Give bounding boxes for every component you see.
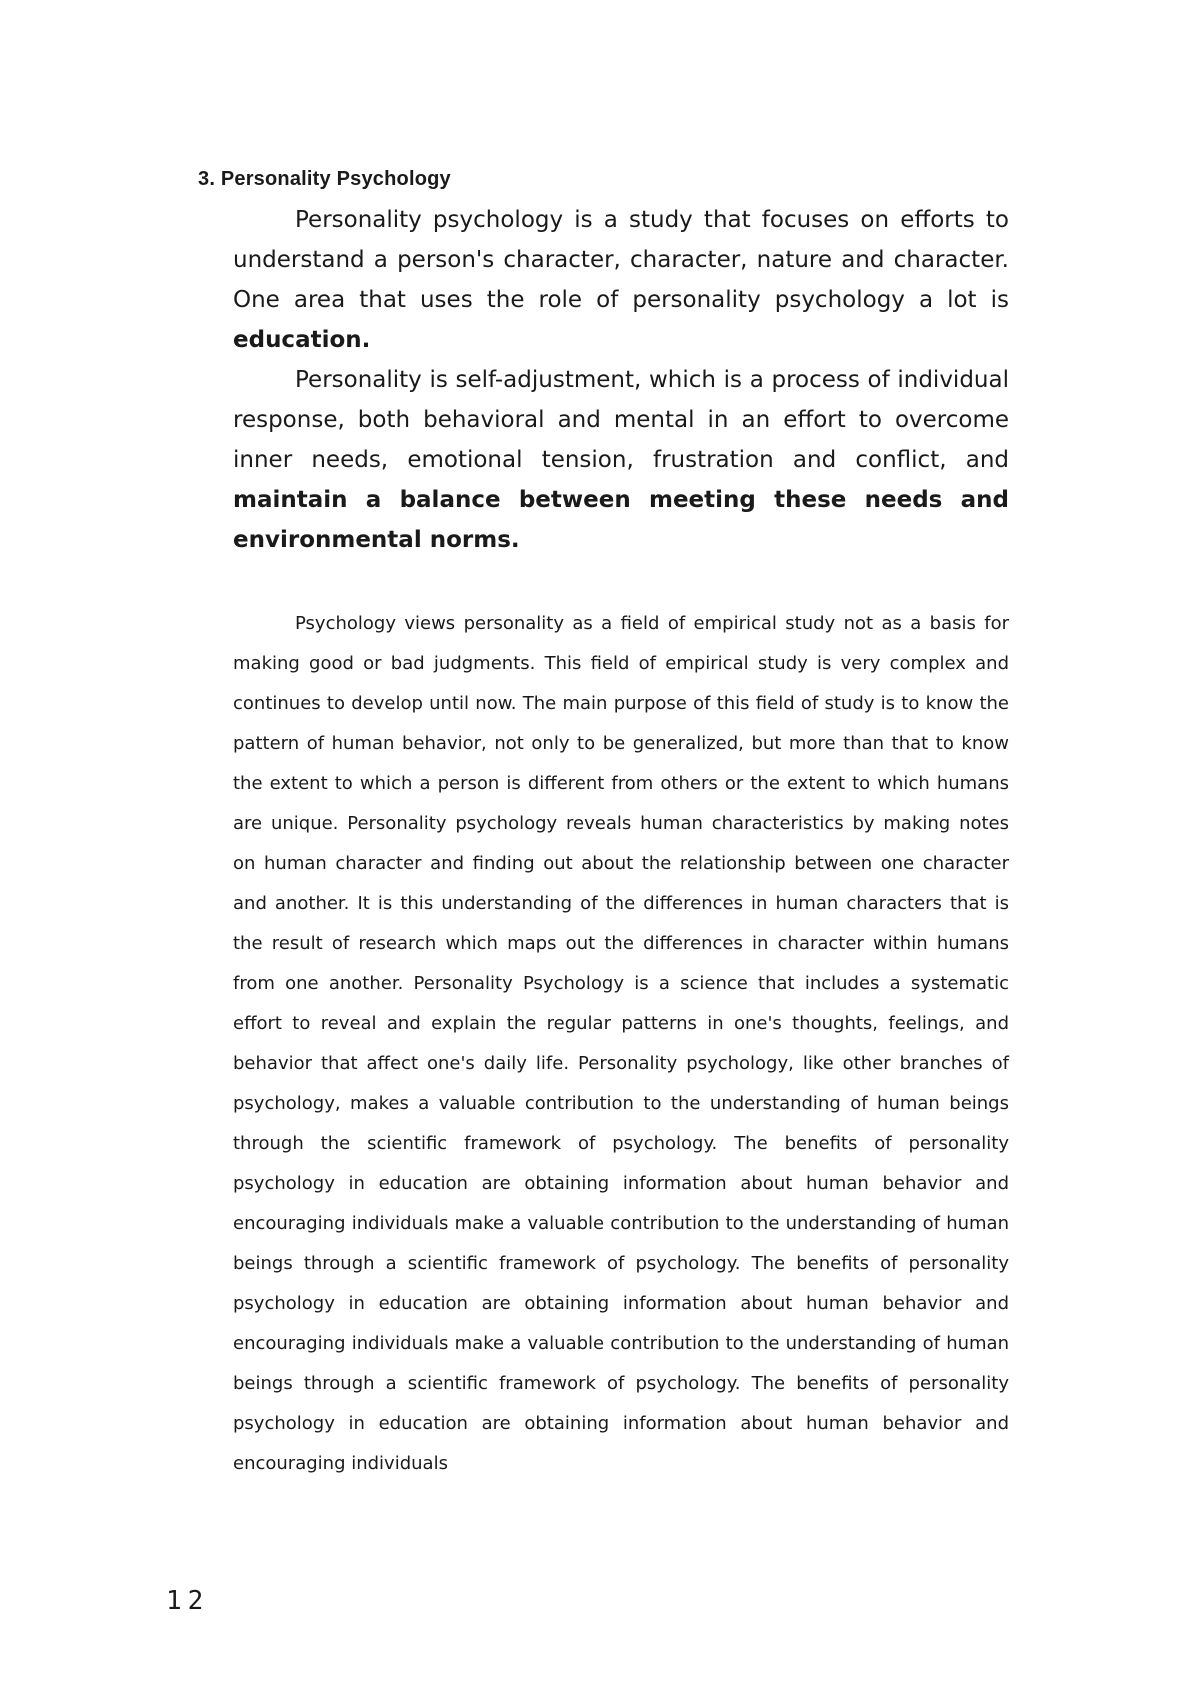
paragraph-1-text: Personality psychology is a study that focuses on efforts to understand a person's character, character, nature and character. One area that uses the role of personality psychology a lot is [233,207,1009,313]
paragraph-2-text: Personality is self-adjustment, which is a process of individual response, both behavioral and mental in an effort to overcome inner needs, emotional tension, frustration and conflict, and [233,367,1009,473]
paragraph-1 [233,200,1009,360]
section-heading: 3. Personality Psychology [198,168,451,190]
paragraph-2-bold: maintain a balance between meeting these needs and environmental norms. [233,487,1009,553]
intro-section [233,200,1009,560]
body-section [233,604,1009,1484]
paragraph-3: Psychology views personality as a field of empirical study not as a basis for making good or bad judgments. This field of empirical study is very complex and continues to develop until now. The main purpose of this field of study is to know the pattern of human behavior, not only to be generalized, but more than that to know the extent to which a person is different from others or the extent to which humans are unique. Personality psychology reveals human characteristics by making notes on human character and finding out about the relationship between one character and another. It is this understanding of the differences in human characters that is the result of research which maps out the differences in character within humans from one another. Personality Psychology is a science that includes a systematic effort to reveal and explain the regular patterns in one's thoughts, feelings, and behavior that affect one's daily life. Personality psychology, like other branches of psychology, makes a valuable contribution to the understanding of human beings through the scientific framework of psychology. The benefits of personality psychology in education are obtaining information about human behavior and encouraging individuals make a valuable contribution to the understanding of human beings through a scientific framework of psychology. The benefits of personality psychology in education are obtaining information about human behavior and encouraging individuals make a valuable contribution to the understanding of human beings through a scientific framework of psychology. The benefits of personality psychology in education are obtaining information about human behavior and encouraging individuals [233,613,1009,1474]
paragraph-1-bold: education. [233,327,371,353]
page-number: 12 [166,1586,210,1616]
paragraph-2 [233,360,1009,560]
